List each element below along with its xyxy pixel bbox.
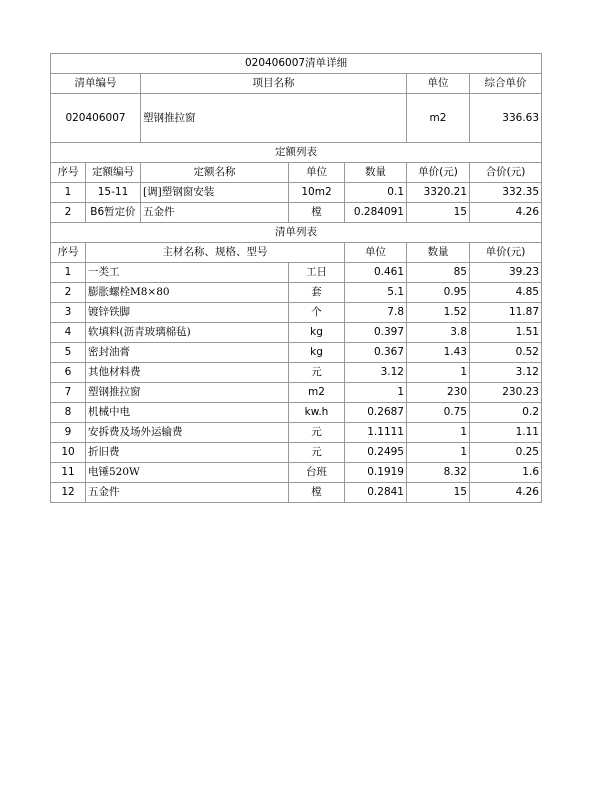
material-unit-price: 15 <box>407 483 470 503</box>
material-unit: 樘 <box>289 483 345 503</box>
material-unit-price: 1 <box>407 363 470 383</box>
material-unit-price: 0.95 <box>407 283 470 303</box>
quota-row <box>51 203 542 223</box>
material-qty: 0.397 <box>345 323 407 343</box>
bill-name: 塑钢推拉窗 <box>141 94 407 143</box>
material-unit-price: 1 <box>407 443 470 463</box>
material-idx: 11 <box>51 463 86 483</box>
material-idx: 5 <box>51 343 86 363</box>
quota-name: 五金件 <box>141 203 289 223</box>
material-idx: 7 <box>51 383 86 403</box>
quota-idx: 1 <box>51 183 86 203</box>
material-unit: 元 <box>289 423 345 443</box>
material-total: 1.51 <box>470 323 542 343</box>
material-row <box>51 323 542 343</box>
material-unit-price: 0.75 <box>407 403 470 423</box>
quota-name: [调]塑钢窗安装 <box>141 183 289 203</box>
material-unit: m2 <box>289 383 345 403</box>
quota-code: B6暂定价 <box>86 203 141 223</box>
bill-name-header: 项目名称 <box>141 74 407 94</box>
quota-total: 332.35 <box>470 183 542 203</box>
quota-idx: 2 <box>51 203 86 223</box>
material-name: 电锤520W <box>86 463 289 483</box>
material-unit-price: 1.43 <box>407 343 470 363</box>
material-name: 五金件 <box>86 483 289 503</box>
material-total: 1.11 <box>470 423 542 443</box>
material-idx: 9 <box>51 423 86 443</box>
material-row <box>51 283 542 303</box>
quota-qty-header: 数量 <box>345 163 407 183</box>
material-unit-price: 85 <box>407 263 470 283</box>
material-name: 机械中电 <box>86 403 289 423</box>
material-total: 0.2 <box>470 403 542 423</box>
material-qty: 0.2687 <box>345 403 407 423</box>
material-idx: 3 <box>51 303 86 323</box>
quota-unit: 10m2 <box>289 183 345 203</box>
material-total: 1.6 <box>470 463 542 483</box>
material-name: 安拆费及场外运输费 <box>86 423 289 443</box>
material-row <box>51 363 542 383</box>
material-unit-header: 单位 <box>345 243 407 263</box>
material-unit: 元 <box>289 363 345 383</box>
material-table <box>50 262 542 503</box>
material-qty-header: 数量 <box>407 243 470 263</box>
quota-idx-header: 序号 <box>51 163 86 183</box>
material-unit-price: 8.32 <box>407 463 470 483</box>
material-row <box>51 483 542 503</box>
material-qty: 7.8 <box>345 303 407 323</box>
material-total: 4.26 <box>470 483 542 503</box>
bill-price: 336.63 <box>470 94 542 143</box>
material-idx: 8 <box>51 403 86 423</box>
material-row <box>51 303 542 323</box>
bill-price-header: 综合单价 <box>470 74 542 94</box>
bill-unit-header: 单位 <box>407 74 470 94</box>
material-unit: 套 <box>289 283 345 303</box>
material-idx: 6 <box>51 363 86 383</box>
material-unit-price: 1 <box>407 423 470 443</box>
quota-unit-price: 15 <box>407 203 470 223</box>
quota-total-header: 合价(元) <box>470 163 542 183</box>
material-unit-price: 230 <box>407 383 470 403</box>
bill-unit: m2 <box>407 94 470 143</box>
material-name: 软填料(沥青玻璃棉毡) <box>86 323 289 343</box>
material-unit: kg <box>289 343 345 363</box>
material-name: 折旧费 <box>86 443 289 463</box>
quota-total: 4.26 <box>470 203 542 223</box>
material-unit: 元 <box>289 443 345 463</box>
material-unit: 个 <box>289 303 345 323</box>
bill-detail-table <box>50 53 542 263</box>
material-row <box>51 343 542 363</box>
quota-unit: 樘 <box>289 203 345 223</box>
quota-section-title: 定额列表 <box>51 143 542 163</box>
quota-qty: 0.1 <box>345 183 407 203</box>
material-qty: 0.1919 <box>345 463 407 483</box>
table-title: 020406007清单详细 <box>51 54 542 74</box>
material-qty: 3.12 <box>345 363 407 383</box>
bill-code-header: 清单编号 <box>51 74 141 94</box>
material-unit: 工日 <box>289 263 345 283</box>
material-idx: 1 <box>51 263 86 283</box>
material-unit: kg <box>289 323 345 343</box>
quota-name-header: 定额名称 <box>141 163 289 183</box>
material-row <box>51 423 542 443</box>
material-qty: 0.461 <box>345 263 407 283</box>
quota-unit-price-header: 单价(元) <box>407 163 470 183</box>
material-name: 镀锌铁脚 <box>86 303 289 323</box>
material-row <box>51 383 542 403</box>
material-row <box>51 463 542 483</box>
material-unit: 台班 <box>289 463 345 483</box>
material-name: 一类工 <box>86 263 289 283</box>
material-total: 11.87 <box>470 303 542 323</box>
material-section-title: 清单列表 <box>51 223 542 243</box>
material-total: 0.25 <box>470 443 542 463</box>
material-unit-price: 3.8 <box>407 323 470 343</box>
material-total: 230.23 <box>470 383 542 403</box>
material-unit-price: 1.52 <box>407 303 470 323</box>
material-idx: 2 <box>51 283 86 303</box>
quota-unit-header: 单位 <box>289 163 345 183</box>
quota-code: 15-11 <box>86 183 141 203</box>
material-name: 膨胀螺栓M8×80 <box>86 283 289 303</box>
quota-code-header: 定额编号 <box>86 163 141 183</box>
material-row <box>51 403 542 423</box>
material-unit-price-header: 单价(元) <box>470 243 542 263</box>
material-row <box>51 443 542 463</box>
material-idx: 12 <box>51 483 86 503</box>
material-idx: 10 <box>51 443 86 463</box>
material-idx: 4 <box>51 323 86 343</box>
material-unit: kw.h <box>289 403 345 423</box>
quota-row <box>51 183 542 203</box>
material-qty: 0.2495 <box>345 443 407 463</box>
material-total: 4.85 <box>470 283 542 303</box>
material-qty: 1.1111 <box>345 423 407 443</box>
material-qty: 5.1 <box>345 283 407 303</box>
material-total: 0.52 <box>470 343 542 363</box>
bill-code: 020406007 <box>51 94 141 143</box>
material-name: 密封油膏 <box>86 343 289 363</box>
material-name: 其他材料费 <box>86 363 289 383</box>
material-name-header: 主材名称、规格、型号 <box>86 243 345 263</box>
quota-qty: 0.284091 <box>345 203 407 223</box>
material-row <box>51 263 542 283</box>
material-qty: 0.2841 <box>345 483 407 503</box>
quota-unit-price: 3320.21 <box>407 183 470 203</box>
material-idx-header: 序号 <box>51 243 86 263</box>
material-qty: 1 <box>345 383 407 403</box>
material-qty: 0.367 <box>345 343 407 363</box>
material-total: 39.23 <box>470 263 542 283</box>
material-name: 塑钢推拉窗 <box>86 383 289 403</box>
material-total: 3.12 <box>470 363 542 383</box>
